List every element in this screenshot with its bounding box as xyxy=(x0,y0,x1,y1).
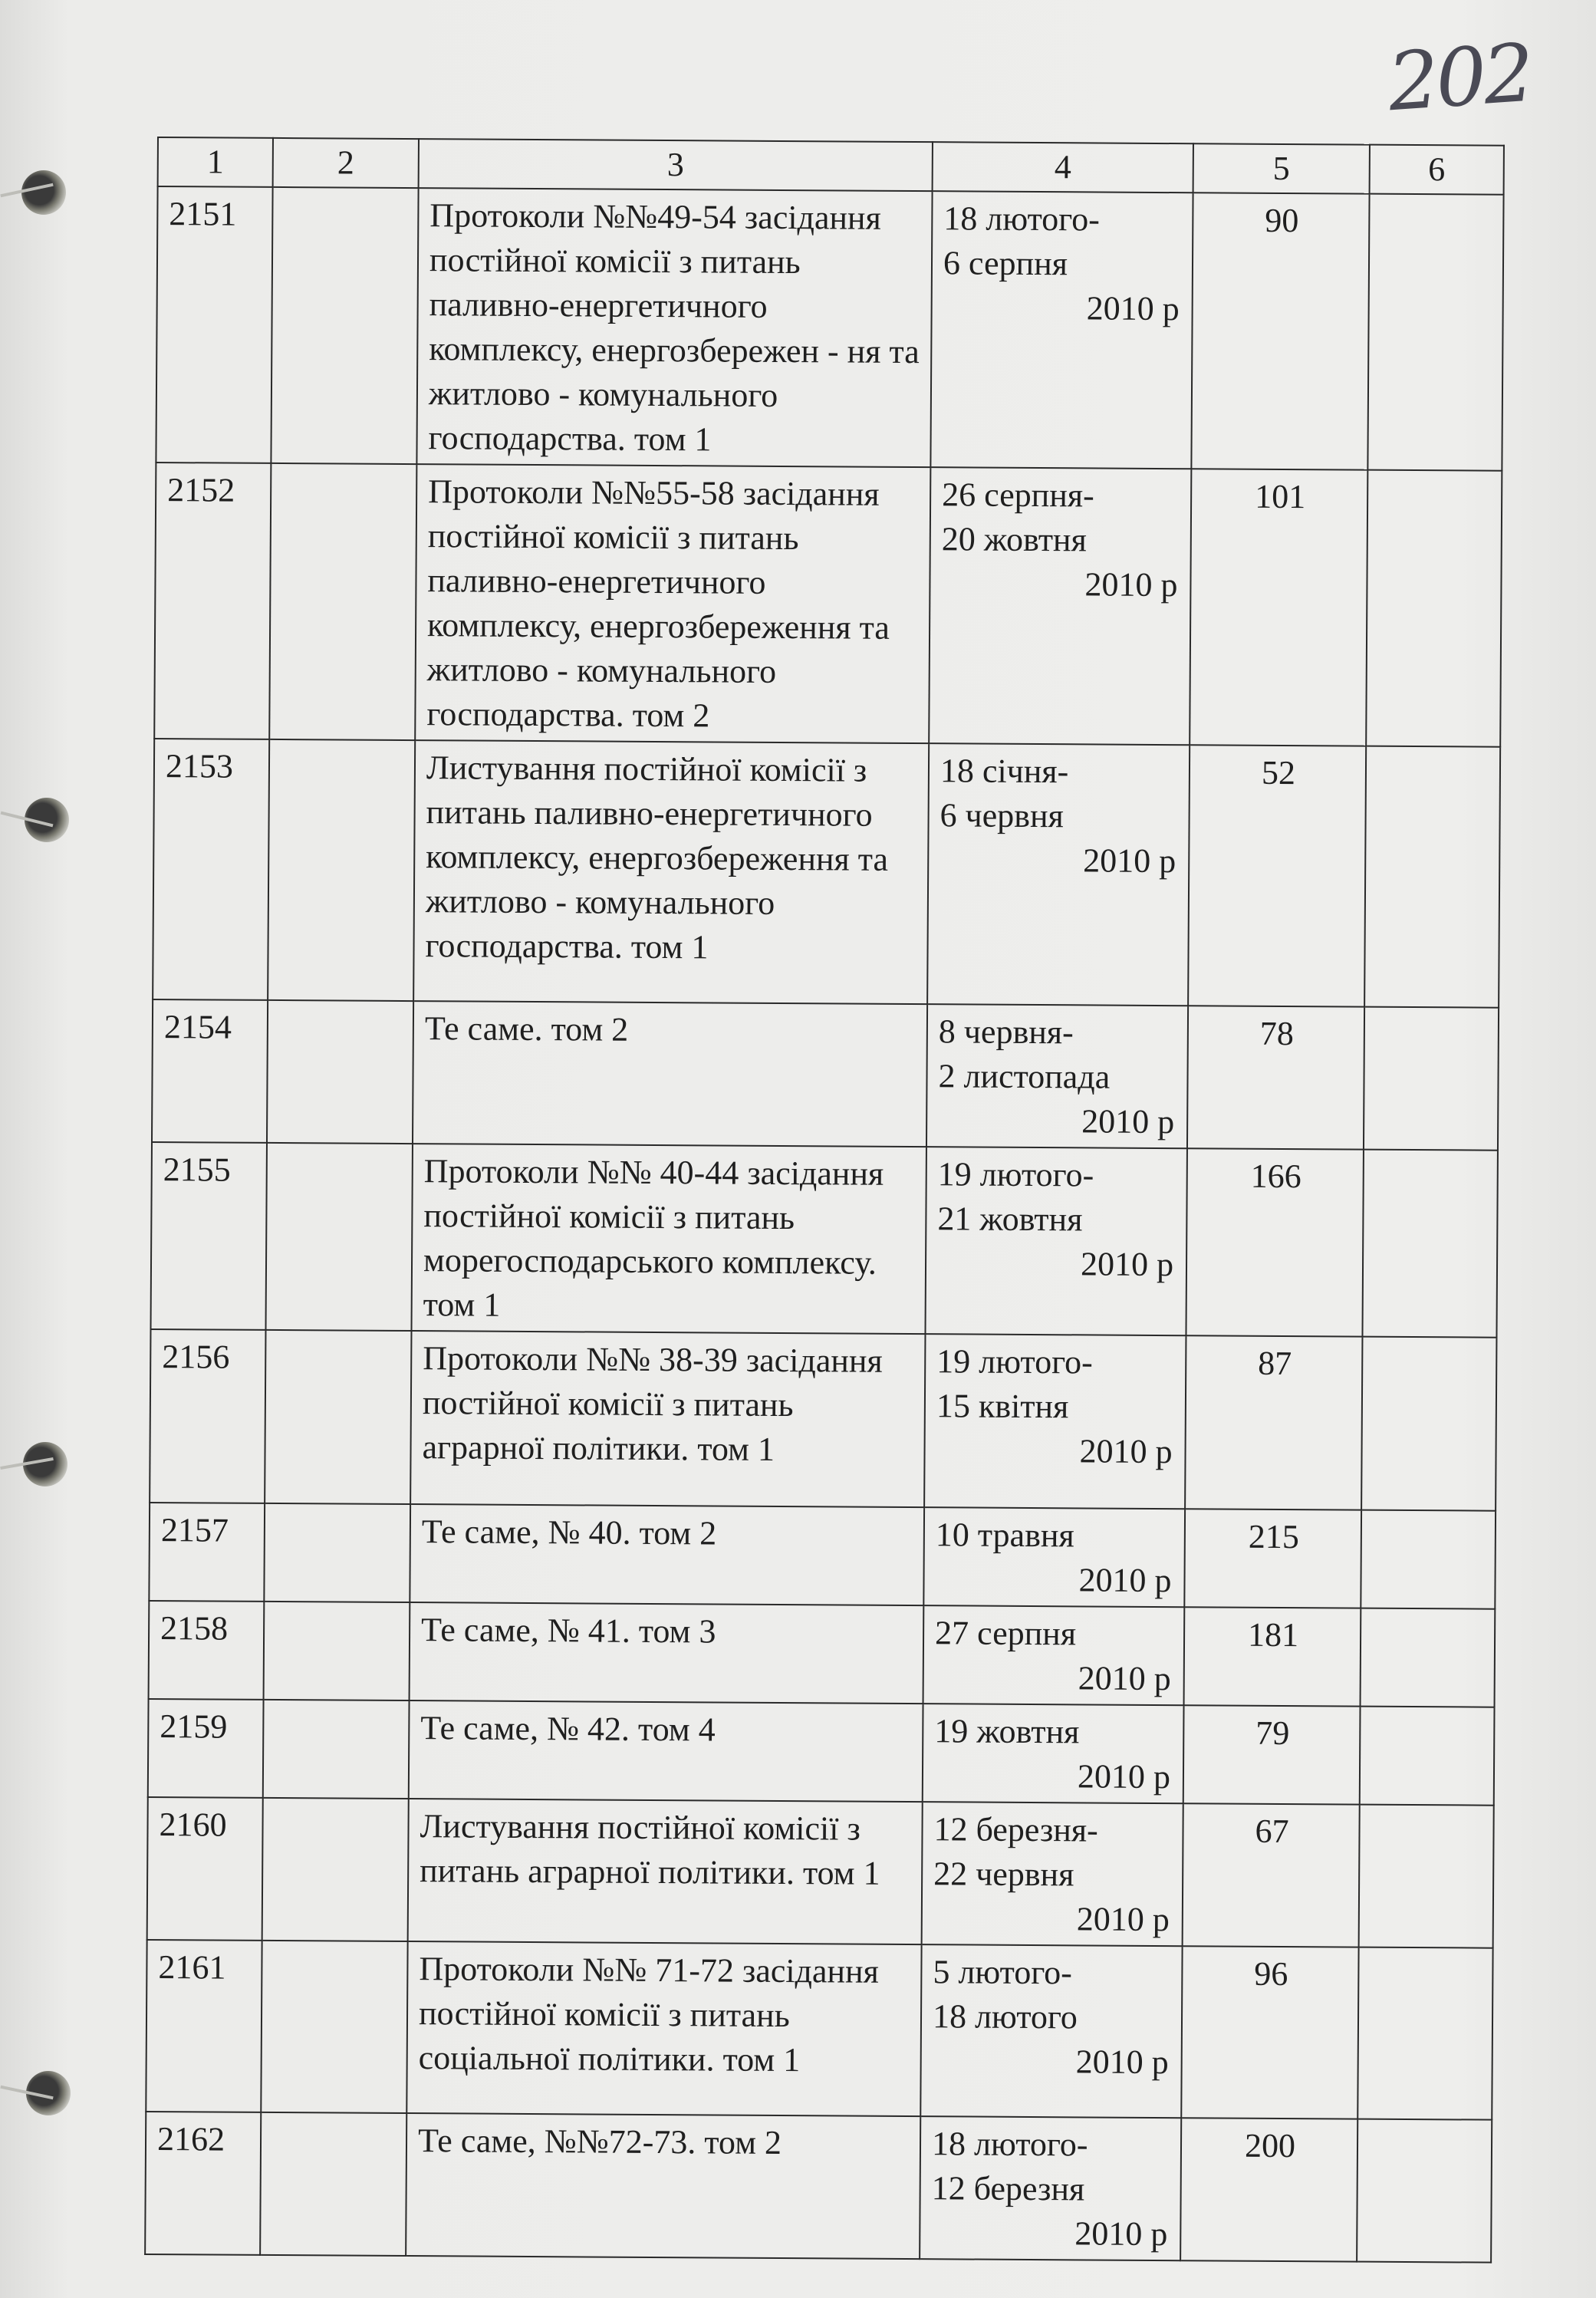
table-row xyxy=(148,1699,1495,1806)
column-header: 6 xyxy=(1370,145,1504,195)
notes-cell xyxy=(1360,1707,1495,1806)
column-header: 5 xyxy=(1193,143,1370,193)
date-year: 2010 р xyxy=(1076,1900,1170,1939)
record-date-cell xyxy=(922,1802,1183,1946)
record-index-cell: 2151 xyxy=(156,186,272,463)
date-line: 18 січня- xyxy=(940,752,1069,791)
record-index-cell: 2161 xyxy=(146,1940,262,2112)
date-line: 27 серпня xyxy=(934,1614,1077,1653)
notes-cell xyxy=(1361,1510,1496,1609)
date-line: 20 жовтня xyxy=(941,520,1087,559)
record-index-cell: 2152 xyxy=(154,463,271,739)
record-index-cell: 2162 xyxy=(145,2112,261,2255)
record-date-cell xyxy=(923,1704,1184,1803)
date-line: 19 жовтня xyxy=(934,1712,1080,1751)
record-date-cell xyxy=(920,1944,1182,2118)
binder-hole-icon xyxy=(21,170,66,215)
record-date-cell xyxy=(926,1004,1188,1148)
sheet-count-cell: 181 xyxy=(1184,1607,1361,1706)
record-date-cell xyxy=(925,1147,1186,1335)
empty-cell xyxy=(262,1798,409,1941)
notes-cell xyxy=(1367,194,1503,471)
sheet-count-cell: 78 xyxy=(1187,1006,1364,1149)
date-line: 21 жовтня xyxy=(937,1200,1083,1239)
date-line: 22 червня xyxy=(933,1855,1074,1894)
empty-cell xyxy=(265,1143,412,1331)
date-line: 6 червня xyxy=(940,796,1064,835)
table-row xyxy=(150,1329,1496,1511)
empty-cell xyxy=(264,1602,410,1700)
record-date-cell xyxy=(927,743,1190,1006)
sheet-count-cell: 79 xyxy=(1183,1705,1361,1804)
date-year: 2010 р xyxy=(1074,2214,1168,2254)
empty-cell xyxy=(268,739,415,1001)
column-header: 1 xyxy=(158,137,273,187)
date-line: 15 квітня xyxy=(936,1387,1069,1426)
table-row xyxy=(151,1142,1498,1338)
record-date-cell xyxy=(929,467,1191,745)
empty-cell xyxy=(260,2112,406,2256)
date-line: 19 лютого- xyxy=(937,1155,1094,1194)
date-line: 19 лютого- xyxy=(936,1342,1093,1381)
table-row xyxy=(147,1797,1494,1948)
record-index-cell: 2159 xyxy=(148,1699,264,1798)
table-row xyxy=(146,1940,1492,2120)
record-title-cell: Те саме, № 40. том 2 xyxy=(410,1504,924,1605)
archive-register-table xyxy=(144,137,1505,2263)
date-year: 2010 р xyxy=(1075,2043,1169,2082)
empty-cell xyxy=(261,1941,407,2113)
date-year: 2010 р xyxy=(1083,841,1176,881)
handwritten-page-number: 202 xyxy=(1384,25,1535,130)
record-index-cell: 2154 xyxy=(152,999,268,1143)
record-date-cell xyxy=(924,1334,1186,1509)
date-year: 2010 р xyxy=(1086,289,1180,328)
record-title-cell: Листування постійної комісії з питань паливно-енергетичного комплексу, енергозбереження та житлово - комунального господарства. том 1 xyxy=(413,740,929,1004)
date-year: 2010 р xyxy=(1078,1561,1172,1600)
date-line: 5 лютого- xyxy=(933,1953,1073,1992)
table-row xyxy=(145,2112,1492,2263)
notes-cell xyxy=(1357,1947,1492,2120)
column-header: 3 xyxy=(419,139,933,191)
record-title-cell: Те саме, № 41. том 3 xyxy=(410,1602,924,1704)
table-row xyxy=(153,739,1500,1008)
record-index-cell: 2155 xyxy=(151,1142,267,1330)
notes-cell xyxy=(1364,1007,1499,1151)
date-line: 2 листопада xyxy=(938,1057,1111,1096)
record-index-cell: 2153 xyxy=(153,739,269,1000)
notes-cell xyxy=(1362,1150,1497,1338)
date-year: 2010 р xyxy=(1078,1659,1171,1698)
record-index-cell: 2158 xyxy=(149,1601,265,1700)
record-title-cell: Те саме, № 42. том 4 xyxy=(409,1700,923,1802)
sheet-count-cell: 90 xyxy=(1191,193,1369,469)
notes-cell xyxy=(1364,746,1500,1008)
column-header: 4 xyxy=(933,142,1193,193)
date-line: 12 березня xyxy=(931,2169,1085,2208)
sheet-count-cell: 215 xyxy=(1184,1509,1361,1608)
date-year: 2010 р xyxy=(1084,565,1178,604)
date-line: 18 лютого xyxy=(932,1997,1078,2036)
table-row xyxy=(152,999,1499,1151)
sheet-count-cell: 87 xyxy=(1185,1335,1362,1510)
notes-cell xyxy=(1359,1805,1494,1948)
date-year: 2010 р xyxy=(1081,1102,1175,1141)
date-line: 12 березня- xyxy=(933,1810,1098,1849)
date-year: 2010 р xyxy=(1080,1245,1174,1284)
record-date-cell xyxy=(923,1507,1185,1607)
notes-cell xyxy=(1366,470,1502,747)
date-year: 2010 р xyxy=(1077,1757,1171,1796)
record-index-cell: 2156 xyxy=(150,1329,265,1503)
sheet-count-cell: 200 xyxy=(1180,2118,1357,2261)
empty-cell xyxy=(271,187,418,464)
date-year: 2010 р xyxy=(1079,1432,1173,1471)
record-date-cell xyxy=(920,2116,1181,2260)
empty-cell xyxy=(265,1330,411,1504)
record-title-cell: Протоколи №№ 38-39 засідання постійної комісії з питань аграрної політики. том 1 xyxy=(410,1331,925,1507)
notes-cell xyxy=(1357,2119,1492,2263)
empty-cell xyxy=(267,1000,413,1144)
sheet-count-cell: 96 xyxy=(1181,1946,1358,2119)
record-title-cell: Протоколи №№55-58 засідання постійної комісії з питань паливно-енергетичного комплексу, енергозбереження та житлово - комунального господарства. том 2 xyxy=(415,464,930,743)
date-line: 26 серпня- xyxy=(942,476,1094,515)
record-index-cell: 2160 xyxy=(147,1797,263,1941)
notes-cell xyxy=(1361,1337,1496,1511)
date-line: 6 серпня xyxy=(943,244,1068,283)
record-date-cell xyxy=(930,191,1193,469)
date-line: 8 червня- xyxy=(938,1012,1074,1052)
record-title-cell: Протоколи №№ 71-72 засідання постійної комісії з питань соціальної політики. том 1 xyxy=(406,1941,921,2116)
empty-cell xyxy=(263,1700,410,1799)
table-row xyxy=(149,1503,1496,1609)
sheet-count-cell: 52 xyxy=(1188,745,1366,1006)
record-title-cell: Протоколи №№49-54 засідання постійної комісії з питань паливно-енергетичного комплексу, енергозбережен - ня та житлово - комунального господарства. том 1 xyxy=(416,188,932,467)
record-title-cell: Протоколи №№ 40-44 засідання постійної комісії з питань морегосподарського комплексу. том 1 xyxy=(411,1144,926,1334)
sheet-count-cell: 166 xyxy=(1186,1148,1363,1336)
date-line: 18 лютого- xyxy=(931,2125,1088,2164)
table-row xyxy=(149,1601,1496,1707)
notes-cell xyxy=(1361,1608,1496,1707)
column-number-row xyxy=(158,137,1504,195)
column-header: 2 xyxy=(273,138,419,188)
empty-cell xyxy=(264,1503,410,1602)
record-index-cell: 2157 xyxy=(149,1503,265,1602)
date-line: 10 травня xyxy=(935,1516,1074,1555)
empty-cell xyxy=(269,463,416,740)
record-title-cell: Те саме. том 2 xyxy=(413,1001,927,1147)
register-body xyxy=(145,186,1503,2263)
sheet-count-cell: 67 xyxy=(1183,1803,1360,1947)
record-date-cell xyxy=(923,1605,1185,1705)
sheet-count-cell: 101 xyxy=(1190,469,1367,746)
date-line: 18 лютого- xyxy=(943,199,1101,239)
record-title-cell: Те саме, №№72-73. том 2 xyxy=(406,2113,920,2259)
table-row xyxy=(156,186,1503,471)
record-title-cell: Листування постійної комісії з питань аграрної політики. том 1 xyxy=(408,1799,923,1944)
table-row xyxy=(154,463,1502,747)
